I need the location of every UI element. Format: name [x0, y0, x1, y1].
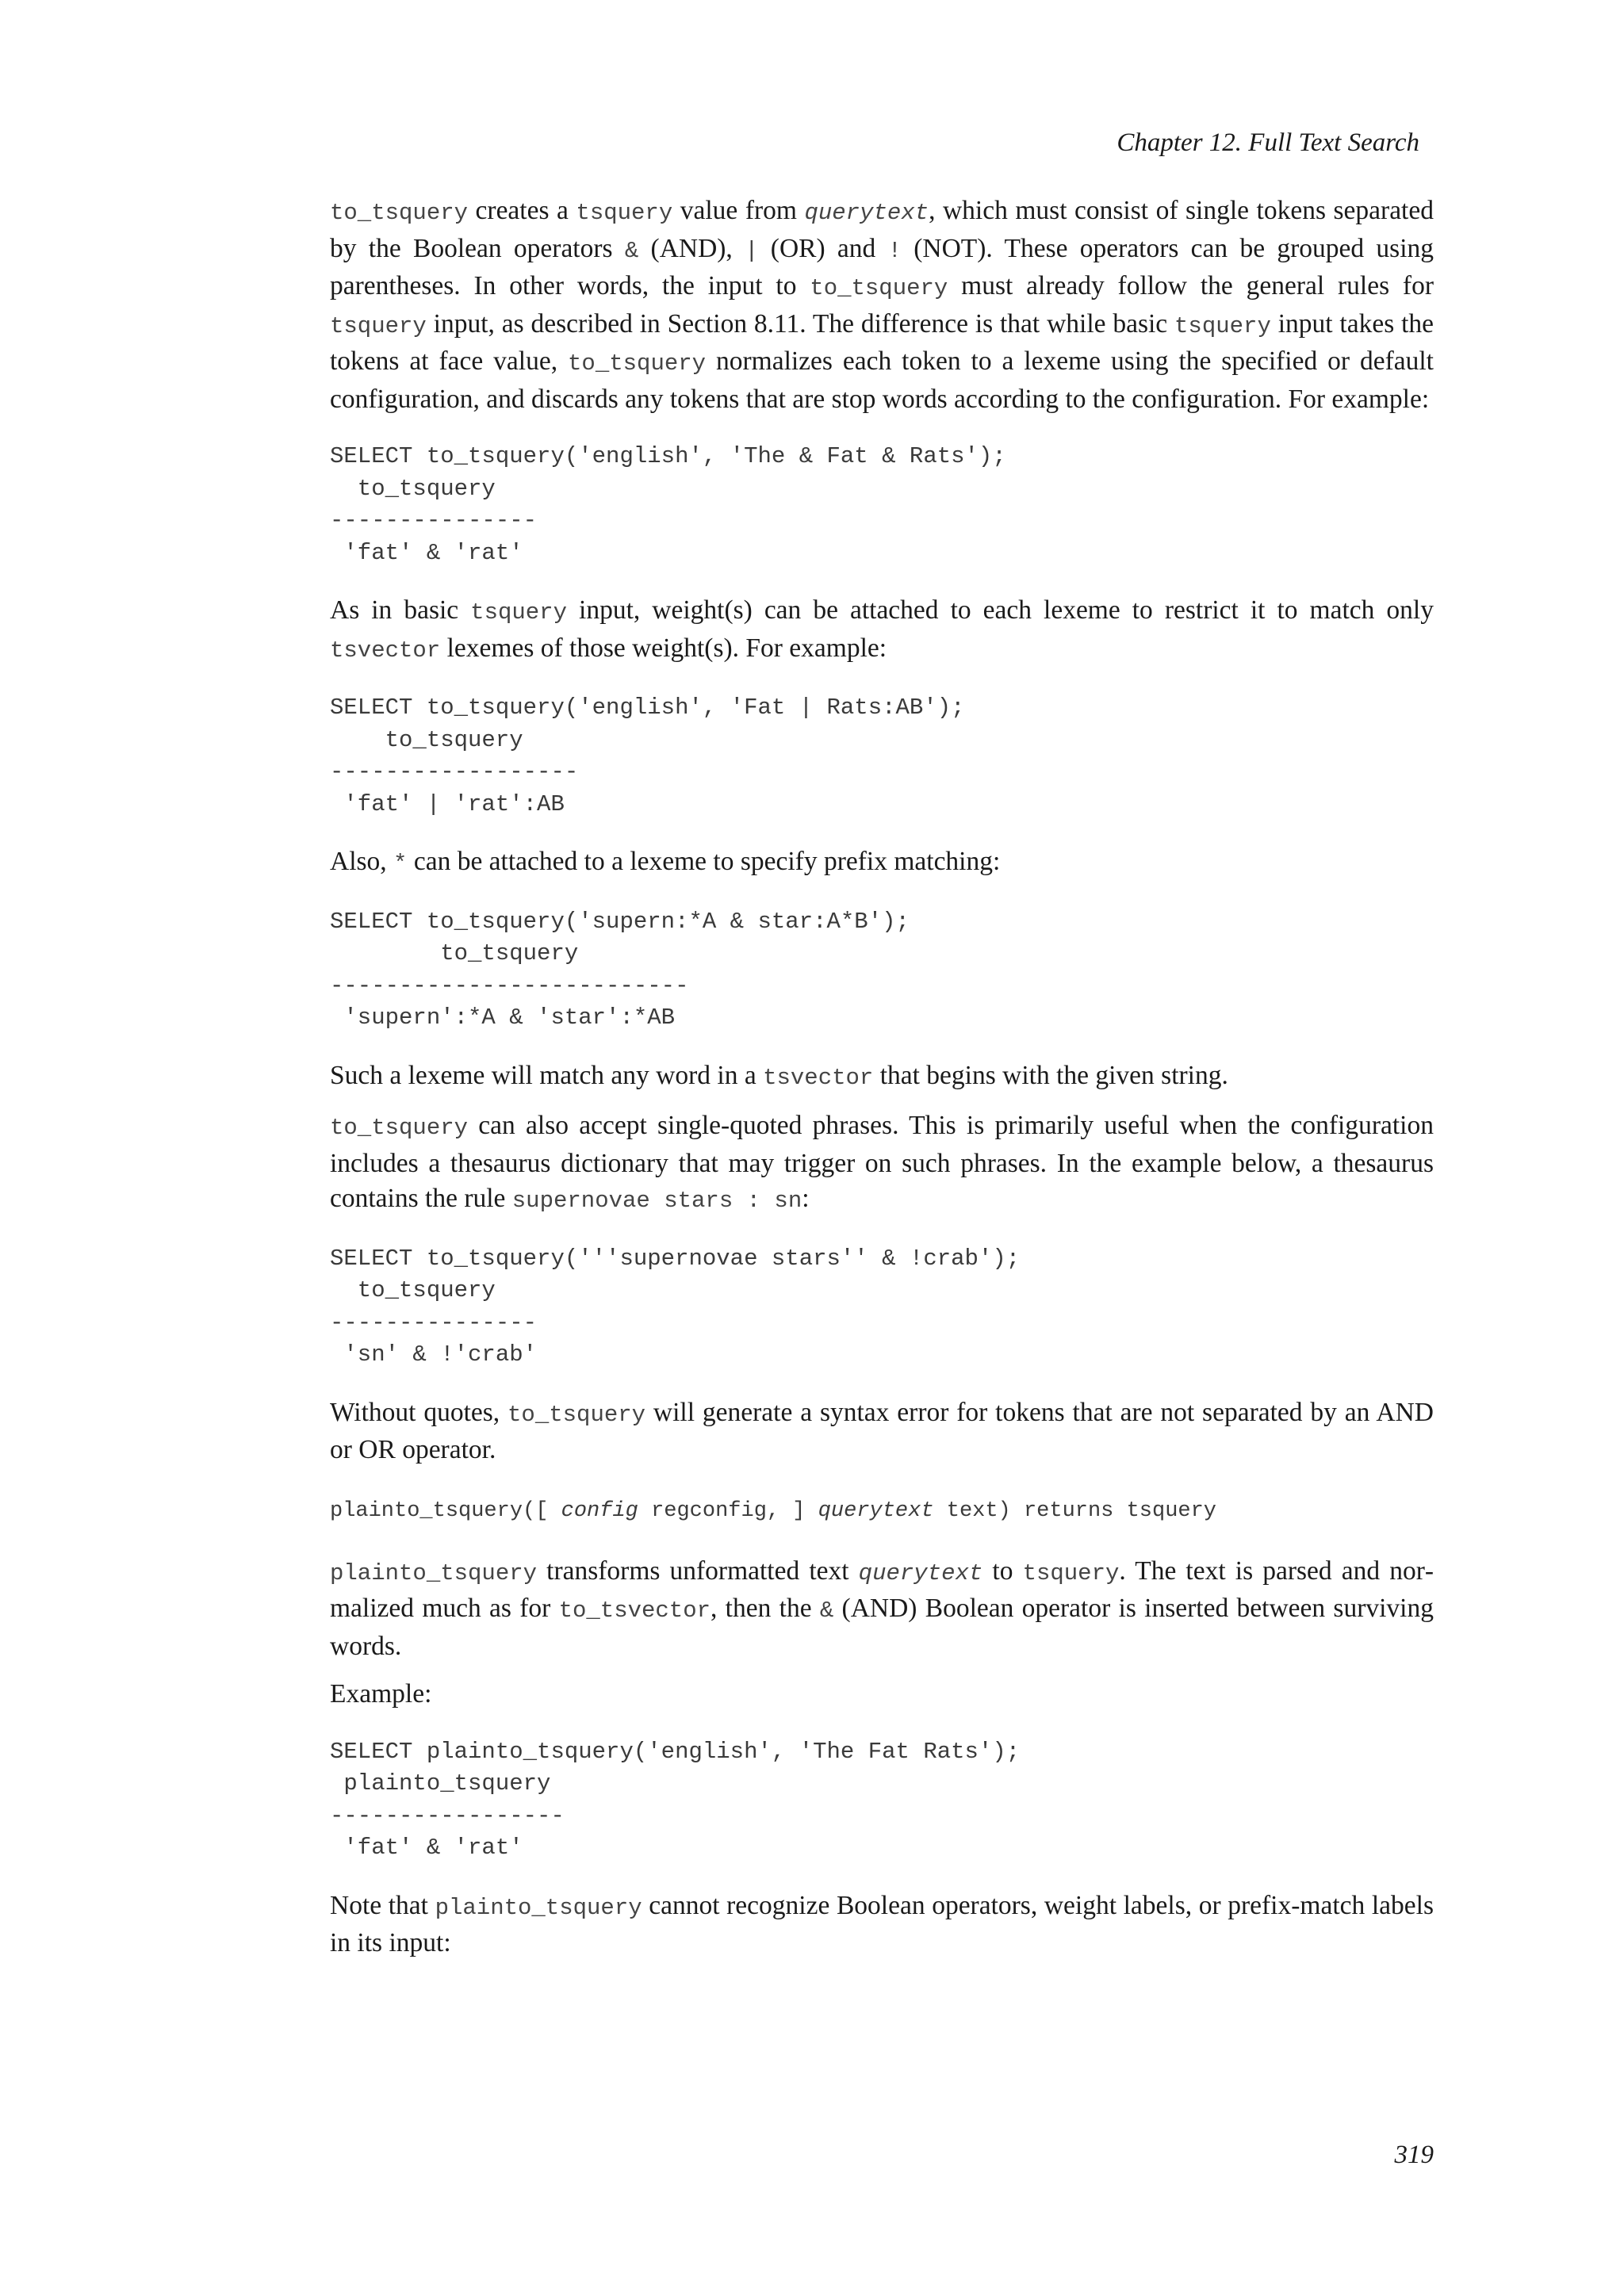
- paragraph-plainto-description: plainto_tsquery transforms unformatted text querytext to tsquery. The text is parsed and normalized much as for to_tsvector, then the & (AND) Boolean operator is inserted between surviving words.: [330, 1556, 1434, 1661]
- inline-code: &: [819, 1598, 834, 1624]
- inline-code: to_tsquery: [330, 1115, 469, 1141]
- paragraph-without-quotes: Without quotes, to_tsquery will generate a syntax error for tokens that are not separated by an AND or OR operator.: [330, 1397, 1434, 1464]
- inline-code: &: [624, 237, 639, 264]
- paragraph-prefix: Also, * can be attached to a lexeme to specify prefix matching:: [330, 847, 1001, 877]
- inline-code-italic: querytext: [858, 1559, 983, 1586]
- code-example-2: SELECT to_tsquery('english', 'Fat | Rats:AB'); to_tsquery ------------------ 'fat' | 'rat':AB: [330, 695, 965, 817]
- function-synopsis: plainto_tsquery([ config regconfig, ] querytext text) returns tsquery: [330, 1498, 1217, 1523]
- inline-code: !: [887, 237, 902, 264]
- paragraph-example-label: Example:: [330, 1679, 432, 1709]
- inline-code: tsvector: [330, 637, 441, 664]
- inline-code: to_tsvector: [558, 1598, 711, 1624]
- chapter-header: Chapter 12. Full Text Search: [1116, 128, 1419, 157]
- inline-code: *: [393, 851, 408, 877]
- inline-code: tsquery: [1022, 1559, 1120, 1586]
- page-content: [330, 193, 1434, 1961]
- inline-code-italic: querytext: [804, 200, 929, 226]
- code-example-4: SELECT to_tsquery('''supernovae stars'' & !crab'); to_tsquery --------------- 'sn' & !'crab': [330, 1245, 1021, 1368]
- inline-code: plainto_tsquery: [435, 1894, 642, 1921]
- code-example-5: SELECT plainto_tsquery('english', 'The Fat Rats'); plainto_tsquery ----------------- 'fat' & 'rat': [330, 1738, 1021, 1861]
- inline-code: to_tsquery: [568, 350, 707, 377]
- inline-code: tsquery: [470, 599, 567, 626]
- inline-code: supernovae stars : sn: [511, 1188, 802, 1214]
- inline-code: plainto_tsquery: [330, 1559, 538, 1586]
- inline-code: to_tsquery: [508, 1401, 646, 1428]
- paragraph-plainto-note: Note that plainto_tsquery cannot recognize Boolean operators, weight labels, or prefix-match labels in its input:: [330, 1890, 1434, 1957]
- paragraph-weights: As in basic tsquery input, weight(s) can be attached to each lexeme to restrict it to match only tsvector lexemes of those weight(s). For example:: [330, 595, 1434, 664]
- paragraph-phrases: to_tsquery can also accept single-quoted phrases. This is primarily useful when the configuration includes a thesaurus dictionary that may trigger on such phrases. In the example below, a thesaurus contains the rule supernovae stars : sn:: [330, 1111, 1434, 1214]
- inline-code: |: [745, 237, 759, 264]
- inline-code: tsquery: [1174, 312, 1271, 339]
- inline-code: tsvector: [763, 1064, 874, 1091]
- inline-code: to_tsquery: [810, 275, 948, 301]
- code-example-3: SELECT to_tsquery('supern:*A & star:A*B'); to_tsquery -------------------------- 'supern':*A & 'star':*AB: [330, 908, 910, 1031]
- inline-code: to_tsquery: [330, 200, 469, 226]
- paragraph-to-tsquery-intro: to_tsquery creates a tsquery value from querytext, which must consist of single tokens separated by the Boolean operators & (AND), | (OR) and ! (NOT). These operators can be grouped using parentheses. In other words, the input to to_tsquery must already follow the general rules for tsquery input, as described in Section 8.11. The difference is that while basic tsquery input takes the tokens at face value, to_tsquery normalizes each token to a lexeme using the specified or default configuration, and discards any tokens that are stop words according to the configuration. For example:: [330, 196, 1434, 414]
- inline-code: tsquery: [576, 200, 673, 226]
- code-example-1: SELECT to_tsquery('english', 'The & Fat & Rats'); to_tsquery --------------- 'fat' & 'rat': [330, 443, 1006, 566]
- paragraph-lexeme-match: Such a lexeme will match any word in a tsvector that begins with the given string.: [330, 1060, 1228, 1091]
- page-number: 319: [1394, 2141, 1434, 2169]
- inline-code: tsquery: [330, 312, 427, 339]
